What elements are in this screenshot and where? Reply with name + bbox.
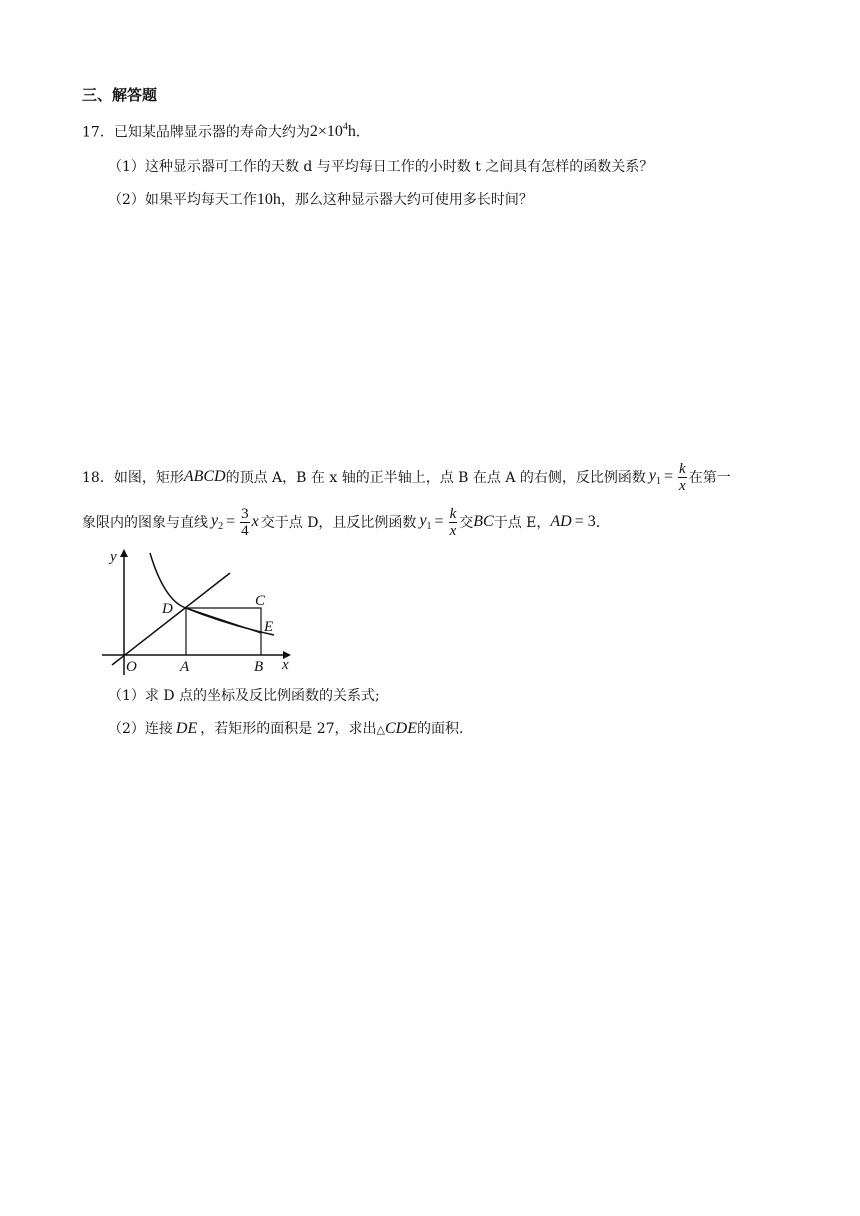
y2-symbol: $y_2$ bbox=[211, 511, 224, 533]
q17-part1: （1）这种显示器可工作的天数 d 与平均每日工作的小时数 t 之间具有怎样的函数关系？ bbox=[108, 159, 654, 175]
rectangle-abcd bbox=[186, 608, 261, 655]
y1-symbol-2: $y_1$ bbox=[419, 511, 432, 533]
triangle-cde-label: CDE bbox=[384, 720, 417, 737]
triangle-symbol: △ bbox=[376, 723, 385, 736]
line-y2 bbox=[112, 573, 230, 665]
y1-symbol: $y_1$ bbox=[648, 466, 662, 488]
rect-abcd-label: ABCD bbox=[183, 468, 226, 485]
q17-number: 17． bbox=[82, 124, 114, 141]
coordinate-figure bbox=[98, 545, 298, 677]
q17-lifespan-math: $2\times 10^4h$ bbox=[309, 122, 356, 141]
q17-stem: 17．已知某品牌显示器的寿命大约为$2\times 10^4h$． bbox=[82, 122, 370, 141]
fraction-k-over-x: $\frac{k}{x}$ bbox=[679, 460, 686, 494]
origin-label: O bbox=[126, 659, 137, 675]
q18-line1: 18． 如图，矩形 ABCD 的顶点 A，B 在 x 轴的正半轴上，点 B 在点 A 的右侧，反比例函数 $y_1$ = $\frac{k}{x}$ 在第一 bbox=[82, 460, 731, 494]
q17-stem-text: 已知某品牌显示器的寿命大约为 bbox=[113, 124, 310, 141]
y-axis-arrow bbox=[120, 549, 128, 557]
point-a-label: A bbox=[180, 659, 190, 675]
x-axis-label: x bbox=[282, 657, 289, 673]
section-title: 三、解答题 bbox=[82, 86, 158, 104]
q17-part2-math: 10h bbox=[256, 191, 281, 208]
q18-line2: 象限内的图象与直线 $y_2$ = $\frac{3}{4}$ x 交于点 D，且反比例函数 $y_1$ = $\frac{k}{x}$ 交 BC 于点 E， AD = 3 ． bbox=[82, 505, 610, 539]
q18-number: 18． bbox=[82, 470, 114, 486]
fraction-three-quarters: $\frac{3}{4}$ bbox=[241, 505, 249, 539]
q18-part2: （2）连接 DE ，若矩形的面积是 27，求出△CDE的面积. bbox=[108, 720, 464, 737]
fraction-k-over-x-2: $\frac{k}{x}$ bbox=[449, 505, 457, 539]
segment-de-label: DE bbox=[175, 720, 198, 737]
y-axis-label: y bbox=[110, 549, 117, 565]
segment-bc-label: BC bbox=[473, 513, 494, 530]
segment-de bbox=[186, 608, 261, 633]
q18-part1: （1）求 D 点的坐标及反比例函数的关系式; bbox=[108, 688, 380, 704]
point-e-label: E bbox=[264, 619, 274, 635]
segment-ad-label: AD bbox=[550, 513, 572, 530]
q17-part2: （2）如果平均每天工作10h，那么这种显示器大约可使用多长时间？ bbox=[108, 191, 533, 208]
point-b-label: B bbox=[254, 659, 264, 675]
point-c-label: C bbox=[255, 593, 266, 609]
point-d-label: D bbox=[162, 601, 173, 617]
